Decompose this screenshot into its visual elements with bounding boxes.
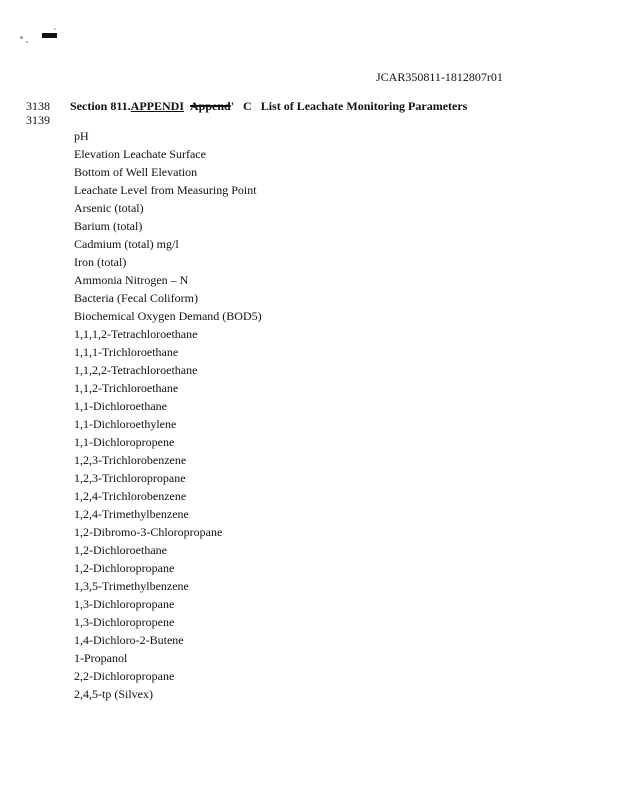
line-number: 3139 xyxy=(26,113,50,127)
appendix-letter: C xyxy=(243,99,252,113)
parameter-item: Leachate Level from Measuring Point xyxy=(74,183,257,197)
section-heading xyxy=(70,99,467,113)
scan-speck xyxy=(20,36,23,39)
appendix-struck-text: Append xyxy=(190,99,231,113)
parameter-item: 1,1,1-Trichloroethane xyxy=(74,345,179,359)
parameter-item: 1-Propanol xyxy=(74,651,128,665)
tick-mark: ' xyxy=(230,99,235,113)
parameter-item: Iron (total) xyxy=(74,255,127,269)
line-numbers xyxy=(26,99,50,127)
parameter-item: Cadmium (total) mg/l xyxy=(74,237,179,251)
parameter-item: 1,4-Dichloro-2-Butene xyxy=(74,633,184,647)
leachate-parameter-list xyxy=(74,127,262,703)
parameter-item: 1,1-Dichloroethylene xyxy=(74,417,177,431)
parameter-item: 1,1,2-Trichloroethane xyxy=(74,381,179,395)
parameter-item: 1,2-Dichloroethane xyxy=(74,543,167,557)
parameter-item: 1,2-Dibromo-3-Chloropropane xyxy=(74,525,223,539)
parameter-item: Elevation Leachate Surface xyxy=(74,147,206,161)
section-title: List of Leachate Monitoring Parameters xyxy=(260,99,468,113)
parameter-item: 1,3,5-Trimethylbenzene xyxy=(74,579,189,593)
parameter-item: 2,2-Dichloropropane xyxy=(74,669,175,683)
parameter-item: 1,3-Dichloropropene xyxy=(74,615,175,629)
parameter-item: pH xyxy=(74,129,89,143)
parameter-item: 1,1,1,2-Tetrachloroethane xyxy=(74,327,198,341)
parameter-item: 1,2,3-Trichlorobenzene xyxy=(74,453,187,467)
parameter-item: Bacteria (Fecal Coliform) xyxy=(74,291,198,305)
parameter-item: Bottom of Well Elevation xyxy=(74,165,198,179)
parameter-item: 1,1-Dichloroethane xyxy=(74,399,167,413)
appendix-old-text: APPENDI xyxy=(130,99,185,113)
parameter-item: Biochemical Oxygen Demand (BOD5) xyxy=(74,309,262,323)
redaction-blot xyxy=(42,33,57,38)
parameter-item: Arsenic (total) xyxy=(74,201,144,215)
parameter-item: 1,1,2,2-Tetrachloroethane xyxy=(74,363,198,377)
scan-speck xyxy=(54,28,56,30)
parameter-item: 1,2,4-Trichlorobenzene xyxy=(74,489,187,503)
parameter-item: Barium (total) xyxy=(74,219,143,233)
section-number: Section 811. xyxy=(70,99,131,113)
scan-speck xyxy=(26,41,28,43)
parameter-item: 2,4,5-tp (Silvex) xyxy=(74,687,153,701)
parameter-item: 1,2,3-Trichloropropane xyxy=(74,471,186,485)
document-id: JCAR350811-1812807r01 xyxy=(376,70,503,84)
parameter-item: Ammonia Nitrogen – N xyxy=(74,273,189,287)
parameter-item: 1,3-Dichloropropane xyxy=(74,597,175,611)
parameter-item: 1,1-Dichloropropene xyxy=(74,435,175,449)
parameter-item: 1,2,4-Trimethylbenzene xyxy=(74,507,189,521)
scan-artifact-mark xyxy=(20,28,60,48)
parameter-item: 1,2-Dichloropropane xyxy=(74,561,175,575)
line-number: 3138 xyxy=(26,99,50,113)
